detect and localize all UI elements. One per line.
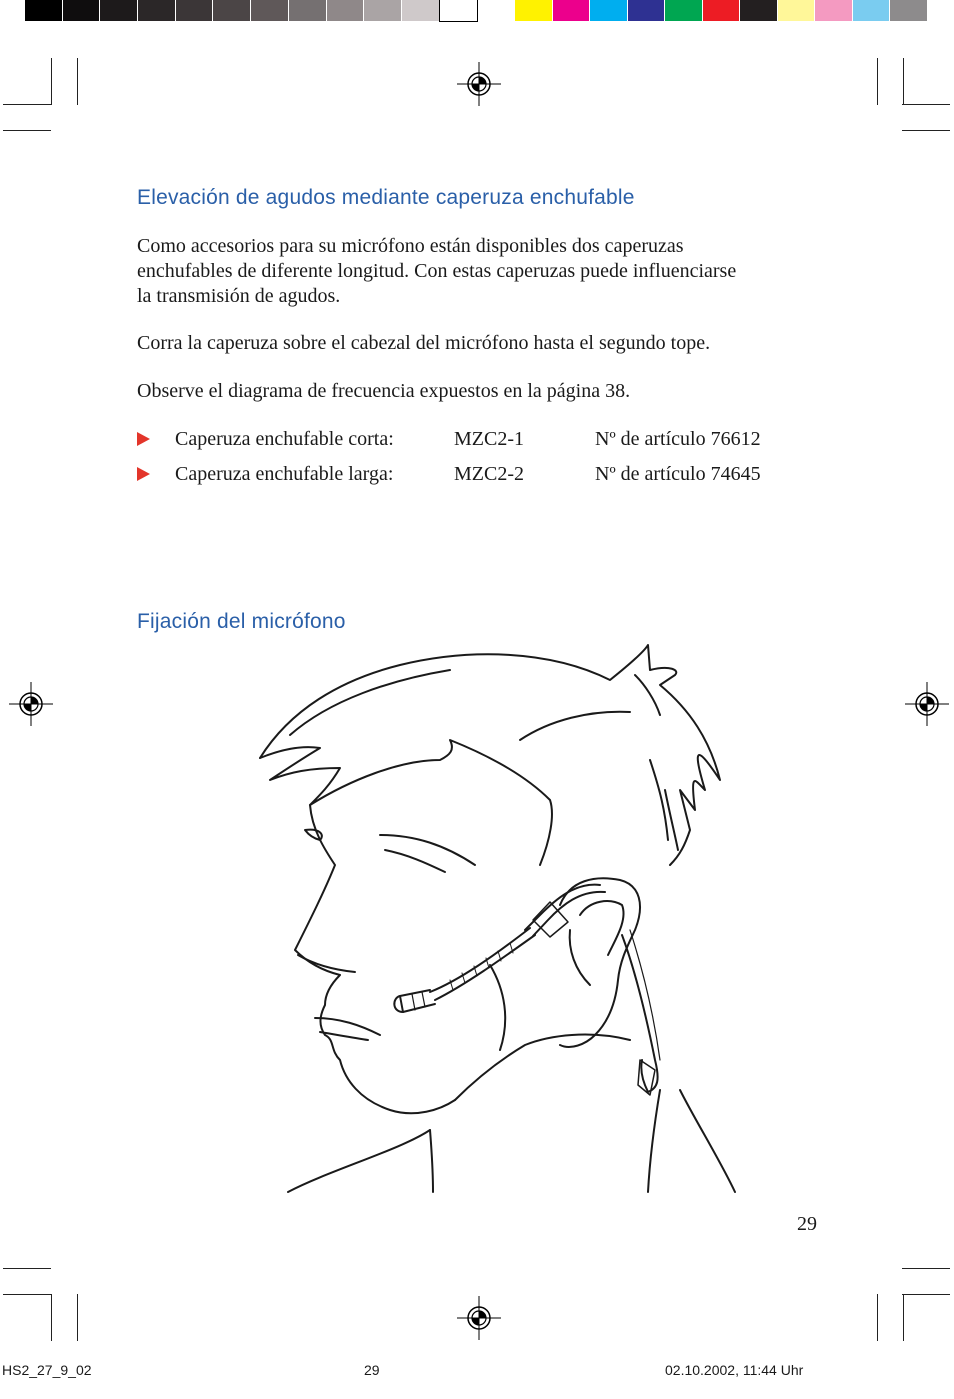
color-swatch bbox=[553, 0, 591, 21]
crop-mark bbox=[77, 58, 78, 105]
footer-page: 29 bbox=[364, 1362, 380, 1378]
color-swatch bbox=[890, 0, 928, 21]
crop-mark bbox=[51, 1294, 52, 1341]
crop-mark bbox=[3, 130, 51, 131]
color-swatch bbox=[25, 0, 63, 21]
crop-mark bbox=[903, 1294, 904, 1341]
reference-paragraph: Observe el diagrama de frecuencia expuestos en la página 38. bbox=[137, 380, 631, 402]
color-swatch bbox=[628, 0, 666, 21]
color-swatch bbox=[402, 0, 440, 21]
color-control-bar bbox=[515, 0, 928, 21]
bullet-arrow-icon bbox=[137, 432, 150, 446]
color-swatch bbox=[515, 0, 553, 21]
paragraph-line: la transmisión de agudos. bbox=[137, 285, 341, 307]
accessory-article: Nº de artículo 74645 bbox=[595, 463, 761, 485]
crop-mark bbox=[902, 104, 950, 105]
color-swatch bbox=[176, 0, 214, 21]
crop-mark bbox=[3, 1268, 51, 1269]
registration-mark-icon bbox=[905, 682, 949, 726]
color-swatch bbox=[251, 0, 289, 21]
paragraph-line: Como accesorios para su micrófono están disponibles dos caperuzas bbox=[137, 235, 684, 257]
registration-mark-icon bbox=[9, 682, 53, 726]
accessory-model: MZC2-1 bbox=[454, 428, 524, 450]
footer-file: HS2_27_9_02 bbox=[2, 1362, 92, 1378]
accessory-label: Caperuza enchufable corta: bbox=[175, 428, 394, 450]
accessory-model: MZC2-2 bbox=[454, 463, 524, 485]
crop-mark bbox=[902, 130, 950, 131]
crop-mark bbox=[77, 1294, 78, 1341]
crop-mark bbox=[903, 58, 904, 105]
color-swatch bbox=[364, 0, 402, 21]
crop-mark bbox=[3, 104, 51, 105]
color-swatch bbox=[778, 0, 816, 21]
crop-mark bbox=[902, 1268, 950, 1269]
color-swatch bbox=[665, 0, 703, 21]
instruction-paragraph: Corra la caperuza sobre el cabezal del micrófono hasta el segundo tope. bbox=[137, 332, 711, 354]
page-number: 29 bbox=[797, 1213, 817, 1235]
accessory-list-item bbox=[137, 462, 837, 487]
color-swatch bbox=[815, 0, 853, 21]
head-with-headset-microphone-icon bbox=[250, 640, 750, 1200]
color-swatch bbox=[440, 0, 478, 21]
color-swatch bbox=[100, 0, 138, 21]
crop-mark bbox=[3, 1294, 51, 1295]
section-title-mounting: Fijación del micrófono bbox=[137, 610, 346, 633]
footer-datetime: 02.10.2002, 11:44 Uhr bbox=[665, 1362, 804, 1378]
color-swatch bbox=[703, 0, 741, 21]
intro-paragraph bbox=[137, 234, 827, 309]
paragraph-line: enchufables de diferente longitud. Con estas caperuzas puede influenciarse bbox=[137, 260, 737, 282]
color-swatch bbox=[138, 0, 176, 21]
grayscale-control-bar bbox=[25, 0, 477, 21]
color-swatch bbox=[853, 0, 891, 21]
color-swatch bbox=[289, 0, 327, 21]
color-swatch bbox=[590, 0, 628, 21]
registration-mark-icon bbox=[457, 62, 501, 106]
crop-mark bbox=[877, 58, 878, 105]
crop-mark bbox=[877, 1294, 878, 1341]
registration-mark-icon bbox=[457, 1296, 501, 1340]
bullet-arrow-icon bbox=[137, 467, 150, 481]
accessory-list-item bbox=[137, 427, 837, 452]
accessory-label: Caperuza enchufable larga: bbox=[175, 463, 394, 485]
crop-mark bbox=[51, 58, 52, 105]
color-swatch bbox=[213, 0, 251, 21]
color-swatch bbox=[740, 0, 778, 21]
accessory-article: Nº de artículo 76612 bbox=[595, 428, 761, 450]
color-swatch bbox=[63, 0, 101, 21]
crop-mark bbox=[902, 1294, 950, 1295]
section-title-treble-boost: Elevación de agudos mediante caperuza enchufable bbox=[137, 186, 635, 209]
color-swatch bbox=[327, 0, 365, 21]
